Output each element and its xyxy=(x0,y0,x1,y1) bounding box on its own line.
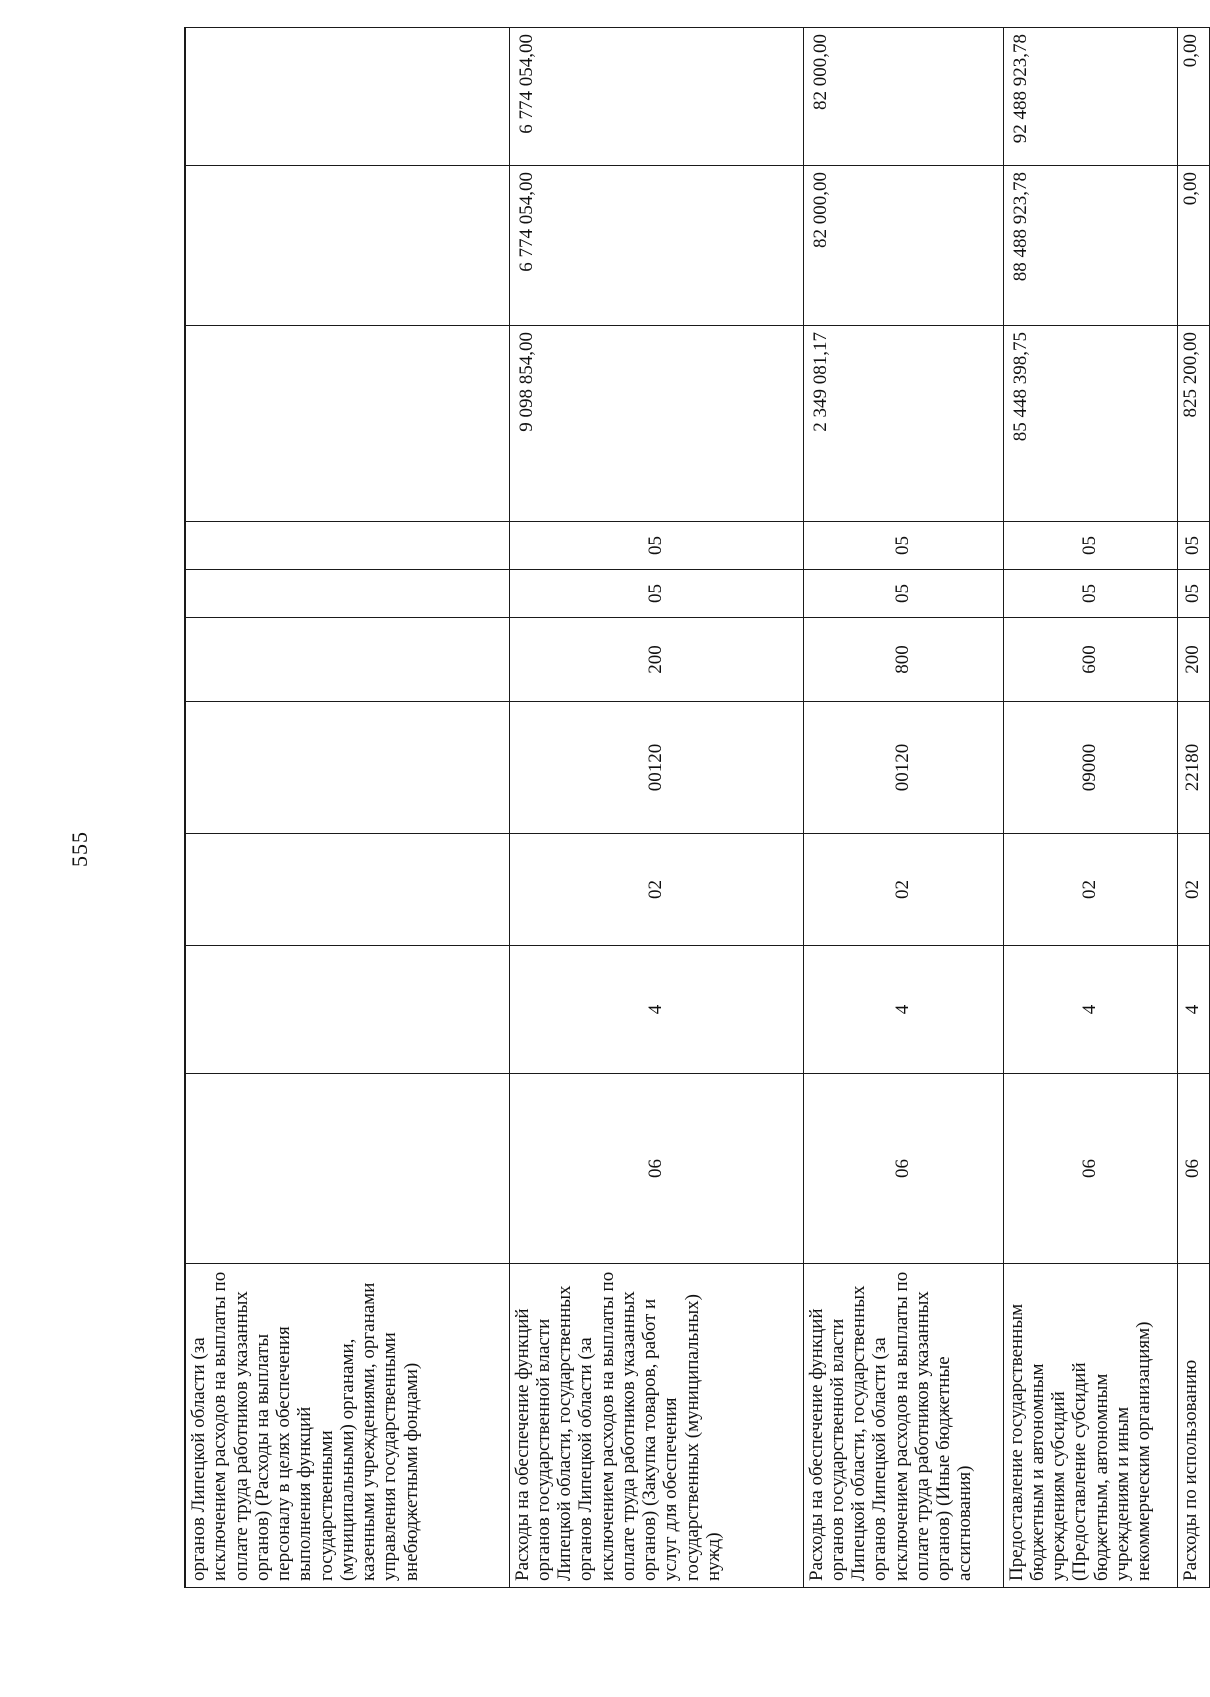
row-description: органов Липецкой области (за исключением расходов на выплаты по оплате труда работников указанных органов) (Расходы на выплаты персоналу в целях обеспечения выполнения функций государственными (муниципальными) органами, казенными учреждениями, органами управления государственными внебюджетными фондами) xyxy=(185,1264,509,1588)
expense-type-cell: 200 xyxy=(509,618,803,702)
table-row xyxy=(509,28,803,1588)
row-description: Расходы по использованию xyxy=(1177,1264,1209,1588)
subprogram-code-cell: 02 xyxy=(1003,834,1177,946)
ministry-code-cell xyxy=(185,1074,509,1264)
amount-year2-cell: 88 488 923,78 xyxy=(1003,166,1177,326)
amount-year1-cell: 825 200,00 xyxy=(1177,326,1209,522)
ministry-code-cell: 06 xyxy=(803,1074,1003,1264)
subsection-cell xyxy=(185,522,509,570)
section-cell xyxy=(185,570,509,618)
amount-year3-cell: 82 000,00 xyxy=(803,28,1003,166)
amount-year3-cell: 0,00 xyxy=(1177,28,1209,166)
row-description: Предоставление государственным бюджетным и автономным учреждениям субсидий (Предоставление субсидий бюджетным, автономным учреждениям и иным некоммерческим организациям) xyxy=(1003,1264,1177,1588)
ministry-code-cell: 06 xyxy=(1177,1074,1209,1264)
amount-year3-cell xyxy=(185,28,509,166)
amount-year2-cell: 0,00 xyxy=(1177,166,1209,326)
subsection-cell: 05 xyxy=(1177,522,1209,570)
row-description: Расходы на обеспечение функций органов государственной власти Липецкой области, государственных органов Липецкой области (за исключением расходов на выплаты по оплате труда работников указанных органов) (Закупка товаров, работ и услуг для обеспечения государственных (муниципальных) нужд) xyxy=(509,1264,803,1588)
subprogram-code-cell: 02 xyxy=(1177,834,1209,946)
table-row xyxy=(185,28,509,1588)
row-description: Расходы на обеспечение функций органов государственной власти Липецкой области, государственных органов Липецкой области (за исключением расходов на выплаты по оплате труда работников указанных органов) (Иные бюджетные ассигнования) xyxy=(803,1264,1003,1588)
direction-code-cell xyxy=(185,702,509,834)
amount-year1-cell xyxy=(185,326,509,522)
budget-table-container xyxy=(184,28,1204,1588)
amount-year1-cell: 2 349 081,17 xyxy=(803,326,1003,522)
direction-code-cell: 22180 xyxy=(1177,702,1209,834)
expense-type-cell: 200 xyxy=(1177,618,1209,702)
amount-year2-cell: 6 774 054,00 xyxy=(509,166,803,326)
amount-year2-cell: 82 000,00 xyxy=(803,166,1003,326)
program-code-cell: 4 xyxy=(509,946,803,1074)
section-cell: 05 xyxy=(1003,570,1177,618)
subsection-cell: 05 xyxy=(803,522,1003,570)
subprogram-code-cell xyxy=(185,834,509,946)
expense-type-cell: 600 xyxy=(1003,618,1177,702)
page-number: 555 xyxy=(67,831,92,867)
table-row xyxy=(803,28,1003,1588)
direction-code-cell: 00120 xyxy=(509,702,803,834)
amount-year3-cell: 92 488 923,78 xyxy=(1003,28,1177,166)
ministry-code-cell: 06 xyxy=(1003,1074,1177,1264)
amount-year1-cell: 9 098 854,00 xyxy=(509,326,803,522)
amount-year3-cell: 6 774 054,00 xyxy=(509,28,803,166)
direction-code-cell: 09000 xyxy=(1003,702,1177,834)
direction-code-cell: 00120 xyxy=(803,702,1003,834)
subprogram-code-cell: 02 xyxy=(509,834,803,946)
table-row xyxy=(1003,28,1177,1588)
section-cell: 05 xyxy=(509,570,803,618)
ministry-code-cell: 06 xyxy=(509,1074,803,1264)
table-row xyxy=(1177,28,1209,1588)
amount-year2-cell xyxy=(185,166,509,326)
program-code-cell: 4 xyxy=(1177,946,1209,1074)
budget-table xyxy=(184,27,1210,1588)
subsection-cell: 05 xyxy=(509,522,803,570)
expense-type-cell: 800 xyxy=(803,618,1003,702)
program-code-cell xyxy=(185,946,509,1074)
subprogram-code-cell: 02 xyxy=(803,834,1003,946)
program-code-cell: 4 xyxy=(1003,946,1177,1074)
subsection-cell: 05 xyxy=(1003,522,1177,570)
expense-type-cell xyxy=(185,618,509,702)
amount-year1-cell: 85 448 398,75 xyxy=(1003,326,1177,522)
program-code-cell: 4 xyxy=(803,946,1003,1074)
section-cell: 05 xyxy=(803,570,1003,618)
section-cell: 05 xyxy=(1177,570,1209,618)
